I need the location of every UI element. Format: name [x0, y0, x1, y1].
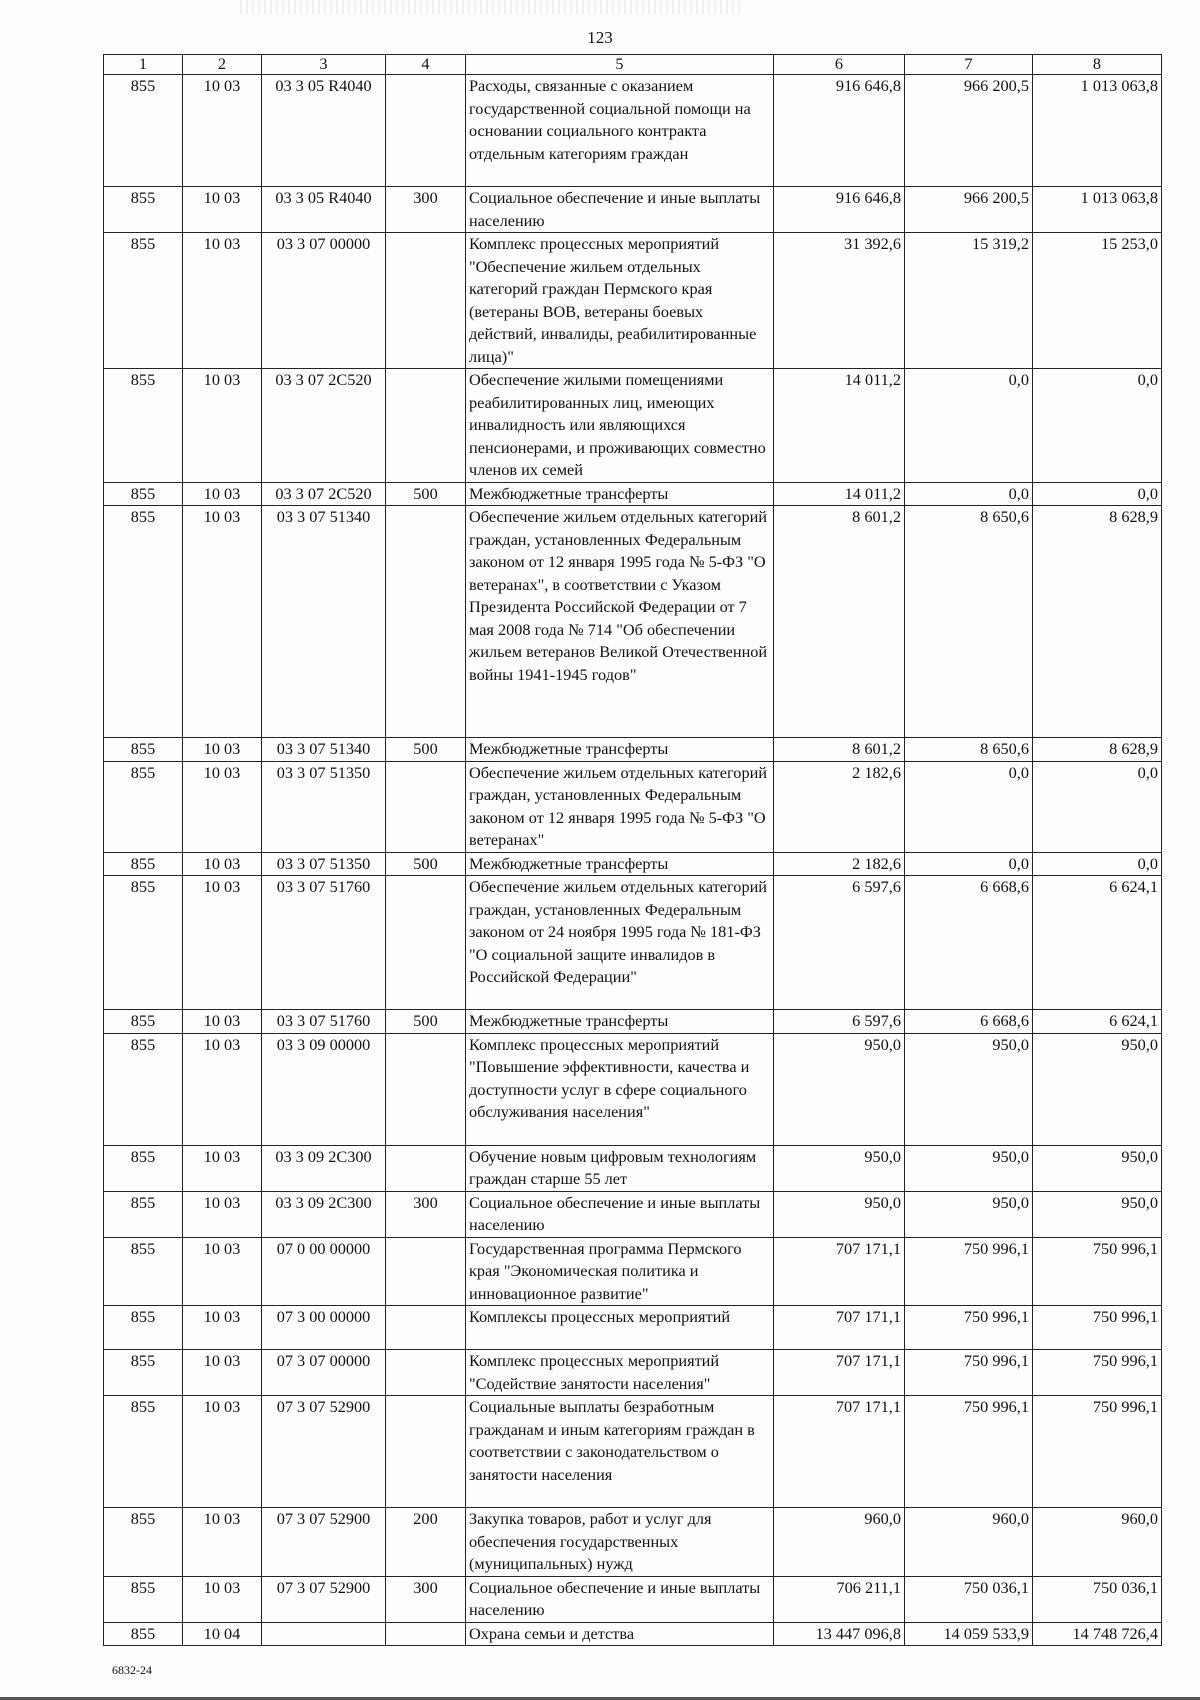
cell-admin-code: 855: [104, 1145, 183, 1191]
cell-expense-type: 500: [386, 738, 466, 762]
cell-description: Социальное обеспечение и иные выплаты населению: [466, 1576, 774, 1622]
cell-amount-year1: 707 171,1: [774, 1350, 905, 1396]
table-row: [104, 1191, 1162, 1237]
cell-admin-code: 855: [104, 876, 183, 1010]
cell-target-article: 07 0 00 00000: [262, 1237, 386, 1306]
cell-admin-code: 855: [104, 75, 183, 187]
cell-amount-year1: 6 597,6: [774, 1010, 905, 1034]
cell-target-article: 03 3 07 51760: [262, 876, 386, 1010]
table-row: [104, 852, 1162, 876]
cell-section: 10 03: [183, 369, 262, 483]
cell-amount-year1: 14 011,2: [774, 482, 905, 506]
cell-expense-type: [386, 233, 466, 369]
cell-expense-type: [386, 1033, 466, 1145]
cell-amount-year3: 0,0: [1033, 852, 1162, 876]
cell-amount-year1: 707 171,1: [774, 1237, 905, 1306]
cell-target-article: 03 3 09 2С300: [262, 1191, 386, 1237]
cell-expense-type: [386, 1145, 466, 1191]
cell-amount-year3: 750 996,1: [1033, 1350, 1162, 1396]
cell-amount-year1: 960,0: [774, 1508, 905, 1577]
cell-admin-code: 855: [104, 1191, 183, 1237]
cell-amount-year3: 8 628,9: [1033, 506, 1162, 738]
cell-section: 10 03: [183, 1508, 262, 1577]
cell-amount-year3: 6 624,1: [1033, 876, 1162, 1010]
cell-amount-year2: 8 650,6: [905, 738, 1033, 762]
cell-target-article: 03 3 07 2С520: [262, 369, 386, 483]
cell-amount-year3: 960,0: [1033, 1508, 1162, 1577]
cell-amount-year1: 13 447 096,8: [774, 1622, 905, 1646]
cell-amount-year1: 2 182,6: [774, 852, 905, 876]
cell-admin-code: 855: [104, 233, 183, 369]
cell-target-article: [262, 1622, 386, 1646]
table-row: [104, 233, 1162, 369]
cell-description: Обучение новым цифровым технологиям граждан старше 55 лет: [466, 1145, 774, 1191]
cell-expense-type: [386, 1396, 466, 1508]
cell-amount-year1: 8 601,2: [774, 506, 905, 738]
cell-amount-year2: 950,0: [905, 1033, 1033, 1145]
cell-target-article: 03 3 07 51760: [262, 1010, 386, 1034]
cell-amount-year2: 6 668,6: [905, 876, 1033, 1010]
cell-expense-type: [386, 1306, 466, 1350]
cell-amount-year1: 916 646,8: [774, 187, 905, 233]
cell-expense-type: [386, 506, 466, 738]
table-row: [104, 506, 1162, 738]
cell-expense-type: [386, 1622, 466, 1646]
cell-section: 10 03: [183, 1576, 262, 1622]
cell-target-article: 03 3 07 51350: [262, 761, 386, 852]
cell-section: 10 03: [183, 506, 262, 738]
cell-target-article: 03 3 07 51350: [262, 852, 386, 876]
table-row: [104, 876, 1162, 1010]
cell-amount-year2: 950,0: [905, 1145, 1033, 1191]
cell-admin-code: 855: [104, 852, 183, 876]
cell-admin-code: 855: [104, 1576, 183, 1622]
cell-amount-year2: 6 668,6: [905, 1010, 1033, 1034]
table-row: [104, 1576, 1162, 1622]
cell-amount-year2: 950,0: [905, 1191, 1033, 1237]
cell-admin-code: 855: [104, 369, 183, 483]
cell-amount-year2: 750 996,1: [905, 1306, 1033, 1350]
cell-amount-year3: 950,0: [1033, 1145, 1162, 1191]
cell-amount-year2: 966 200,5: [905, 187, 1033, 233]
table-row: [104, 482, 1162, 506]
table-row: [104, 1508, 1162, 1577]
cell-target-article: 03 3 09 2С300: [262, 1145, 386, 1191]
cell-amount-year2: 14 059 533,9: [905, 1622, 1033, 1646]
cell-section: 10 03: [183, 1191, 262, 1237]
cell-admin-code: 855: [104, 1396, 183, 1508]
cell-amount-year3: 8 628,9: [1033, 738, 1162, 762]
cell-admin-code: 855: [104, 761, 183, 852]
table-row: [104, 1350, 1162, 1396]
cell-section: 10 03: [183, 1033, 262, 1145]
cell-admin-code: 855: [104, 187, 183, 233]
cell-expense-type: [386, 1237, 466, 1306]
cell-amount-year2: 0,0: [905, 369, 1033, 483]
table-row: [104, 1306, 1162, 1350]
cell-amount-year2: 8 650,6: [905, 506, 1033, 738]
cell-amount-year1: 6 597,6: [774, 876, 905, 1010]
cell-amount-year2: 0,0: [905, 761, 1033, 852]
cell-admin-code: 855: [104, 1508, 183, 1577]
cell-expense-type: 300: [386, 1576, 466, 1622]
cell-target-article: 03 3 07 51340: [262, 506, 386, 738]
cell-description: Обеспечение жильем отдельных категорий граждан, установленных Федеральным законом от 24 ноября 1995 года № 181-ФЗ "О социальной защите инвалидов в Российской Федерации": [466, 876, 774, 1010]
cell-expense-type: 200: [386, 1508, 466, 1577]
cell-amount-year2: 750 996,1: [905, 1237, 1033, 1306]
cell-admin-code: 855: [104, 1622, 183, 1646]
cell-amount-year3: 6 624,1: [1033, 1010, 1162, 1034]
table-row: [104, 1396, 1162, 1508]
cell-admin-code: 855: [104, 1350, 183, 1396]
cell-section: 10 03: [183, 75, 262, 187]
cell-expense-type: [386, 75, 466, 187]
cell-amount-year3: 750 996,1: [1033, 1237, 1162, 1306]
cell-amount-year1: 8 601,2: [774, 738, 905, 762]
cell-amount-year1: 706 211,1: [774, 1576, 905, 1622]
cell-amount-year3: 0,0: [1033, 761, 1162, 852]
cell-admin-code: 855: [104, 482, 183, 506]
cell-amount-year3: 0,0: [1033, 369, 1162, 483]
cell-amount-year1: 2 182,6: [774, 761, 905, 852]
cell-description: Обеспечение жилыми помещениями реабилитированных лиц, имеющих инвалидность или являющихся пенсионерами, и проживающих совместно членов их семей: [466, 369, 774, 483]
cell-target-article: 03 3 07 00000: [262, 233, 386, 369]
cell-section: 10 03: [183, 1350, 262, 1396]
cell-description: Комплекс процессных мероприятий "Обеспечение жильем отдельных категорий граждан Пермского края (ветераны ВОВ, ветераны боевых действий, инвалиды, реабилитированные лица)": [466, 233, 774, 369]
cell-description: Закупка товаров, работ и услуг для обеспечения государственных (муниципальных) нужд: [466, 1508, 774, 1577]
cell-admin-code: 855: [104, 1306, 183, 1350]
cell-expense-type: [386, 1350, 466, 1396]
cell-description: Межбюджетные трансферты: [466, 852, 774, 876]
cell-amount-year3: 750 996,1: [1033, 1396, 1162, 1508]
cell-expense-type: 300: [386, 1191, 466, 1237]
table-row: [104, 75, 1162, 187]
cell-target-article: 03 3 09 00000: [262, 1033, 386, 1145]
cell-expense-type: [386, 369, 466, 483]
cell-section: 10 03: [183, 1010, 262, 1034]
cell-description: Межбюджетные трансферты: [466, 738, 774, 762]
table-body: [104, 75, 1162, 1646]
cell-description: Межбюджетные трансферты: [466, 482, 774, 506]
cell-description: Комплекс процессных мероприятий "Содействие занятости населения": [466, 1350, 774, 1396]
cell-section: 10 03: [183, 876, 262, 1010]
cell-amount-year3: 14 748 726,4: [1033, 1622, 1162, 1646]
cell-amount-year3: 750 996,1: [1033, 1306, 1162, 1350]
cell-description: Расходы, связанные с оказанием государственной социальной помощи на основании социального контракта отдельным категориям граждан: [466, 75, 774, 187]
cell-description: Социальное обеспечение и иные выплаты населению: [466, 187, 774, 233]
cell-section: 10 03: [183, 482, 262, 506]
table-row: [104, 761, 1162, 852]
cell-section: 10 03: [183, 187, 262, 233]
cell-amount-year1: 916 646,8: [774, 75, 905, 187]
table-row: [104, 187, 1162, 233]
table-row: [104, 1010, 1162, 1034]
cell-amount-year1: 14 011,2: [774, 369, 905, 483]
cell-amount-year2: 0,0: [905, 852, 1033, 876]
table-row: [104, 1237, 1162, 1306]
cell-description: Обеспечение жильем отдельных категорий граждан, установленных Федеральным законом от 12 января 1995 года № 5-ФЗ "О ветеранах", в соответствии с Указом Президента Российской Федерации от 7 мая 2008 года № 714 "Об обеспечении жильем ветеранов Великой Отечественной войны 1941-1945 годов": [466, 506, 774, 738]
cell-amount-year3: 950,0: [1033, 1033, 1162, 1145]
budget-table: [103, 54, 1162, 1646]
cell-target-article: 03 3 07 2С520: [262, 482, 386, 506]
cell-expense-type: 300: [386, 187, 466, 233]
column-header: 5: [466, 55, 774, 75]
cell-admin-code: 855: [104, 738, 183, 762]
cell-amount-year3: 750 036,1: [1033, 1576, 1162, 1622]
cell-amount-year2: 750 996,1: [905, 1350, 1033, 1396]
cell-expense-type: 500: [386, 1010, 466, 1034]
cell-target-article: 07 3 00 00000: [262, 1306, 386, 1350]
cell-section: 10 03: [183, 1145, 262, 1191]
cell-amount-year3: 1 013 063,8: [1033, 187, 1162, 233]
cell-target-article: 03 3 05 R4040: [262, 75, 386, 187]
table-header-row: [104, 55, 1162, 75]
cell-amount-year3: 950,0: [1033, 1191, 1162, 1237]
cell-expense-type: [386, 876, 466, 1010]
cell-target-article: 07 3 07 52900: [262, 1396, 386, 1508]
cell-target-article: 03 3 07 51340: [262, 738, 386, 762]
column-header: 2: [183, 55, 262, 75]
column-header: 6: [774, 55, 905, 75]
cell-admin-code: 855: [104, 1033, 183, 1145]
cell-amount-year2: 966 200,5: [905, 75, 1033, 187]
cell-amount-year1: 31 392,6: [774, 233, 905, 369]
cell-target-article: 07 3 07 00000: [262, 1350, 386, 1396]
table-row: [104, 1622, 1162, 1646]
cell-amount-year3: 15 253,0: [1033, 233, 1162, 369]
cell-expense-type: 500: [386, 482, 466, 506]
cell-target-article: 07 3 07 52900: [262, 1576, 386, 1622]
page-number: 123: [587, 28, 613, 47]
cell-description: Межбюджетные трансферты: [466, 1010, 774, 1034]
cell-section: 10 03: [183, 1396, 262, 1508]
cell-description: Социальное обеспечение и иные выплаты населению: [466, 1191, 774, 1237]
column-header: 8: [1033, 55, 1162, 75]
column-header: 7: [905, 55, 1033, 75]
cell-admin-code: 855: [104, 1010, 183, 1034]
table-row: [104, 369, 1162, 483]
cell-amount-year1: 950,0: [774, 1033, 905, 1145]
cell-amount-year2: 15 319,2: [905, 233, 1033, 369]
cell-expense-type: [386, 761, 466, 852]
footer-code: 6832-24: [112, 1663, 152, 1677]
cell-target-article: 03 3 05 R4040: [262, 187, 386, 233]
cell-section: 10 03: [183, 761, 262, 852]
cell-amount-year1: 707 171,1: [774, 1306, 905, 1350]
cell-amount-year2: 960,0: [905, 1508, 1033, 1577]
column-header: 3: [262, 55, 386, 75]
cell-admin-code: 855: [104, 1237, 183, 1306]
cell-target-article: 07 3 07 52900: [262, 1508, 386, 1577]
cell-description: Обеспечение жильем отдельных категорий граждан, установленных Федеральным законом от 12 января 1995 года № 5-ФЗ "О ветеранах": [466, 761, 774, 852]
cell-amount-year2: 750 036,1: [905, 1576, 1033, 1622]
cell-description: Охрана семьи и детства: [466, 1622, 774, 1646]
cell-admin-code: 855: [104, 506, 183, 738]
cell-section: 10 03: [183, 233, 262, 369]
cell-amount-year2: 0,0: [905, 482, 1033, 506]
column-header: 4: [386, 55, 466, 75]
cell-section: 10 03: [183, 852, 262, 876]
cell-description: Государственная программа Пермского края "Экономическая политика и инновационное развитие": [466, 1237, 774, 1306]
cell-amount-year1: 950,0: [774, 1145, 905, 1191]
scan-noise: [240, 0, 740, 14]
table-row: [104, 738, 1162, 762]
cell-description: Социальные выплаты безработным гражданам и иным категориям граждан в соответствии с законодательством о занятости населения: [466, 1396, 774, 1508]
cell-amount-year3: 1 013 063,8: [1033, 75, 1162, 187]
cell-description: Комплекс процессных мероприятий "Повышение эффективности, качества и доступности услуг в сфере социального обслуживания населения": [466, 1033, 774, 1145]
cell-amount-year1: 950,0: [774, 1191, 905, 1237]
table-row: [104, 1145, 1162, 1191]
table-row: [104, 1033, 1162, 1145]
cell-amount-year1: 707 171,1: [774, 1396, 905, 1508]
cell-amount-year3: 0,0: [1033, 482, 1162, 506]
cell-section: 10 03: [183, 738, 262, 762]
cell-section: 10 04: [183, 1622, 262, 1646]
cell-amount-year2: 750 996,1: [905, 1396, 1033, 1508]
cell-expense-type: 500: [386, 852, 466, 876]
column-header: 1: [104, 55, 183, 75]
cell-description: Комплексы процессных мероприятий: [466, 1306, 774, 1350]
cell-section: 10 03: [183, 1237, 262, 1306]
cell-section: 10 03: [183, 1306, 262, 1350]
